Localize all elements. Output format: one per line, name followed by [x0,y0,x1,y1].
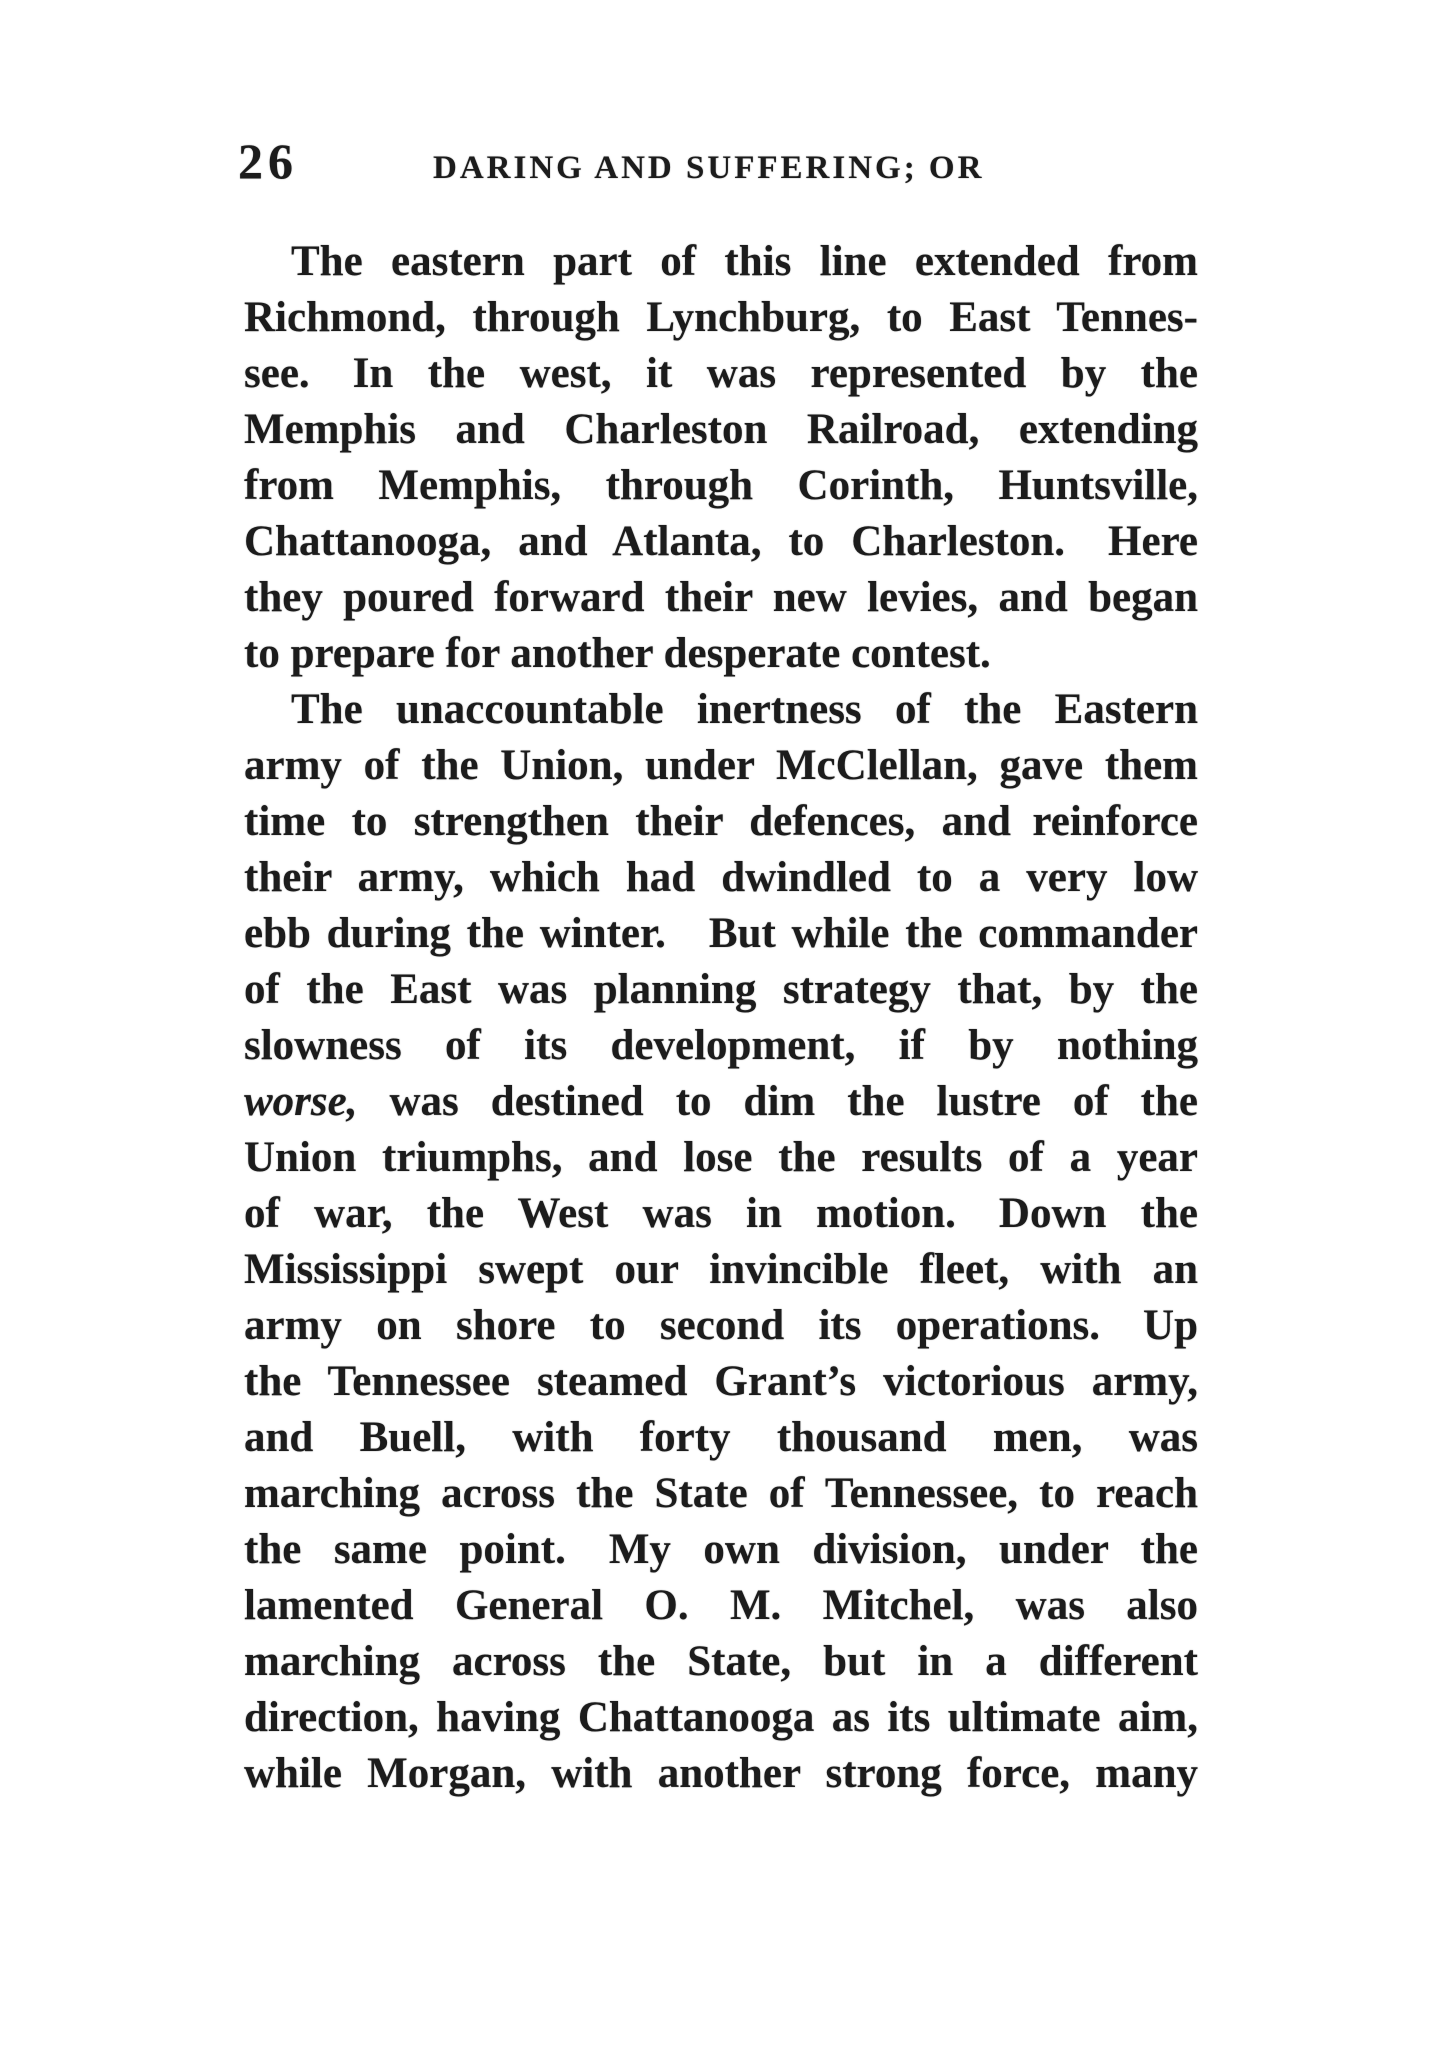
text-line: direction, having Chattanooga as its ultimate aim, [244,1694,1198,1741]
text-line: Chattanooga, and Atlanta, to Charleston. Here [244,518,1198,565]
text-line: of the East was planning strategy that, by the [244,966,1198,1013]
text-line: they poured forward their new levies, and began [244,574,1198,621]
running-title: DARING AND SUFFERING; OR [433,150,985,186]
text-line: The unaccountable inertness of the Eastern [291,686,1198,733]
text-line: and Buell, with forty thousand men, was [244,1414,1198,1461]
text-line: while Morgan, with another strong force, many [244,1750,1198,1797]
text-line: army on shore to second its operations. Up [244,1302,1198,1349]
text-line-rest: was destined to dim the lustre of the [357,1078,1198,1125]
text-line: time to strengthen their defences, and reinforce [244,798,1198,845]
text-line: see. In the west, it was represented by the [244,350,1198,397]
text-line: ebb during the winter. But while the commander [244,910,1198,957]
text-line: slowness of its development, if by nothing [244,1022,1198,1069]
text-block [244,234,1198,1802]
text-line: The eastern part of this line extended from [291,238,1198,285]
text-line: lamented General O. M. Mitchel, was also [244,1582,1198,1629]
text-line: Mississippi swept our invincible fleet, with an [244,1246,1198,1293]
text-line: of war, the West was in motion. Down the [244,1190,1198,1237]
page-number: 26 [238,133,298,189]
text-line: marching across the State, but in a different [244,1638,1198,1685]
text-line [244,1074,1198,1130]
text-line: their army, which had dwindled to a very low [244,854,1198,901]
italic-word: worse, [244,1078,358,1125]
text-line: Union triumphs, and lose the results of a year [244,1134,1198,1181]
text-line: Memphis and Charleston Railroad, extending [244,406,1198,453]
text-line: Richmond, through Lynchburg, to East Tennes- [244,294,1198,341]
text-line: army of the Union, under McClellan, gave them [244,742,1198,789]
text-line: from Memphis, through Corinth, Huntsville, [244,462,1198,509]
text-line: the same point. My own division, under the [244,1526,1198,1573]
text-line: marching across the State of Tennessee, to reach [244,1470,1198,1517]
text-line: to prepare for another desperate contest. [244,630,991,677]
text-line: the Tennessee steamed Grant’s victorious army, [244,1358,1198,1405]
